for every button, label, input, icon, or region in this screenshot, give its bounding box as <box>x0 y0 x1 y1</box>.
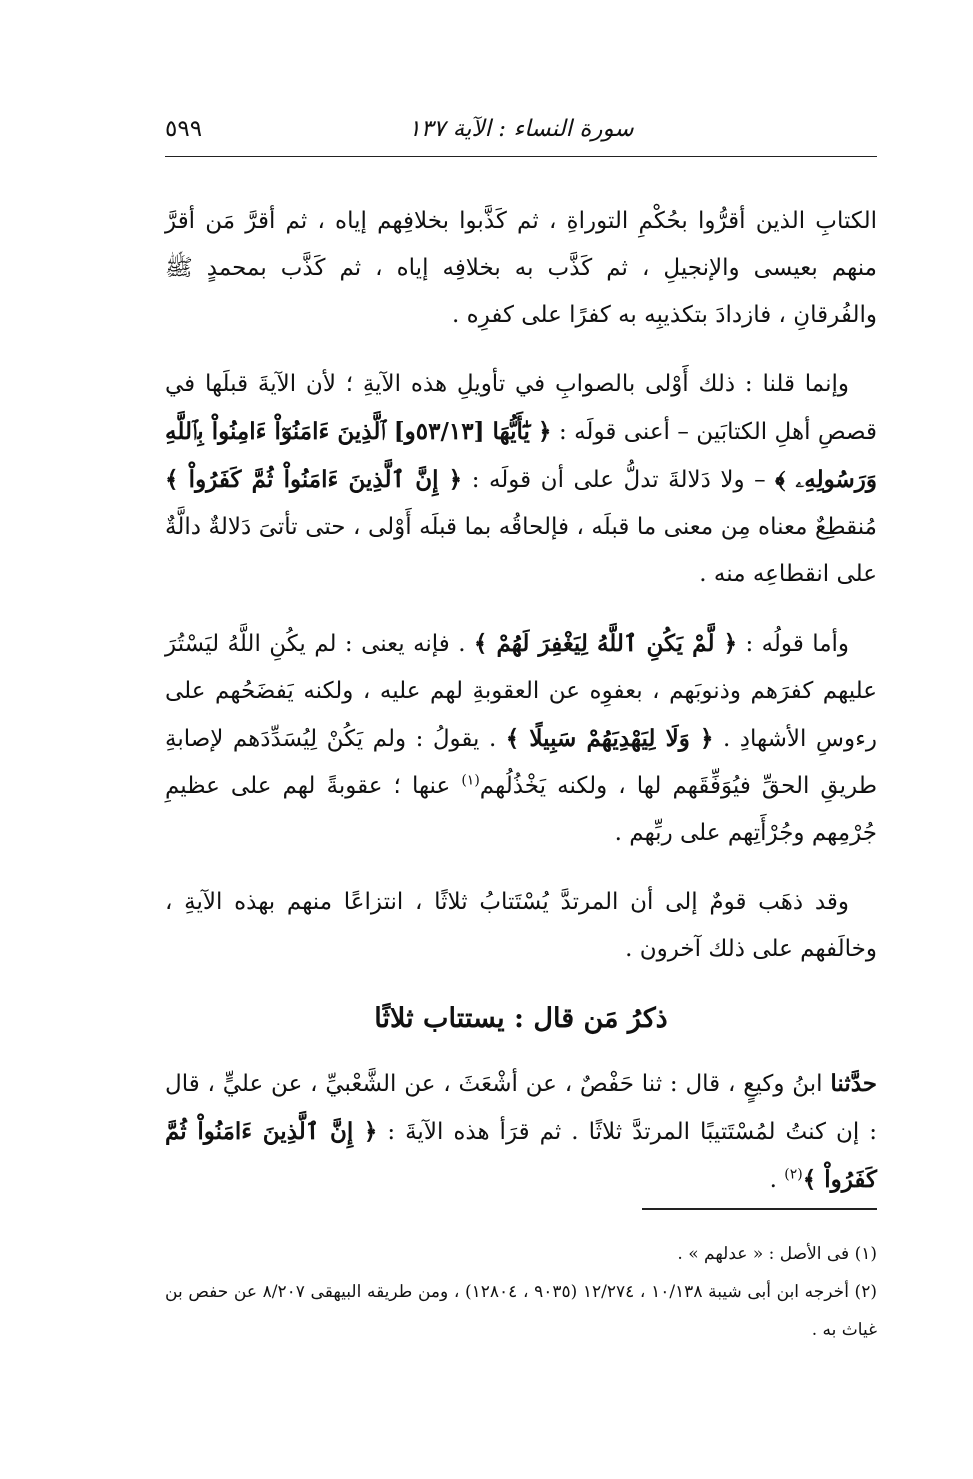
paragraph-3-text-d: عنها ؛ عقوبةً لهم على عظيمِ جُرْمِهم وجُرْأَتِهم على ربِّهم . <box>165 773 877 846</box>
footnote-2: (٢) أخرجه ابن أبى شيبة ١٠/١٣٨ ، ١٢/٢٧٤ (٩٠٣٥ ، ١٢٨٠٤) ، ومن طريقه البيهقى ٨/٢٠٧ عن حفص بن غياث به . <box>165 1282 877 1340</box>
paragraph-3-text-c: . يقولُ : ولم يَكُنْ لِيُسَدِّدَهم لإصابةِ طريقِ الحقِّ فيُوَفِّقَهم لها ، ولكنه يَخْذُلُهم <box>165 726 878 799</box>
main-text <box>165 198 877 1226</box>
paragraph-2 <box>165 361 877 598</box>
book-page <box>165 110 877 1450</box>
quran-quote: ﴿ وَلَا لِيَهْدِيَهُمْ سَبِيلًا ﴾ <box>505 725 714 752</box>
footnote-reference[interactable]: (١) <box>461 772 480 789</box>
paragraph-4: وقد ذهَب قومٌ إلى أن المرتدَّ يُسْتَتابُ ثلاثًا ، انتزاعًا منهم بهذه الآيةِ ، وخالَفهم على ذلك آخرون . <box>165 889 877 962</box>
header-rule <box>165 156 877 157</box>
paragraph-3-text-a: وأما قولُه : <box>745 631 850 657</box>
paragraph-3 <box>165 620 877 857</box>
running-title: سورة النساء : الآية ١٣٧ <box>408 116 634 142</box>
quran-quote: ﴿ لَّمْ يَكُنِ ٱللَّهُ لِيَغْفِرَ لَهُمْ ﴾ <box>473 630 738 657</box>
paragraph-1: الكتابِ الذين أقرُّوا بحُكْمِ التوراةِ ، ثم كَذَّبوا بخلافِهم إياه ، ثم أقرَّ مَن أقرَّ منهم بعيسى والإنجيلِ ، ثم كَذَّب به بخلافِه إياه ، ثم كَذَّب بمحمدٍ ﷺ والفُرقانِ ، فازدادَ بتكذيبِه به كفرًا على كفرِه . <box>165 208 877 328</box>
paragraph-5-end: . <box>769 1167 777 1193</box>
footnotes <box>165 1235 877 1349</box>
page-number: ٥٩٩ <box>165 116 203 142</box>
page-header <box>165 110 877 150</box>
footnote-1: (١) فى الأصل : « عدلهم » . <box>677 1244 877 1264</box>
paragraph-2-text-a: وإنما قلنا : ذلك أَوْلى بالصوابِ في تأويلِ هذه الآيةِ ؛ لأن الآيةَ قبلَها في قصصِ أهلِ الكتابَين – أعنى قولَه : <box>165 371 878 445</box>
quran-quote: ﴿ إِنَّ ٱلَّذِينَ ءَامَنُواْ ثُمَّ كَفَرُواْ ﴾ <box>165 466 463 493</box>
quran-quote: ﴿ يَٰٓأَيُّهَا [٥٣/١٣و] ٱلَّذِينَ ءَامَنُوٓاْ ءَامِنُواْ بِٱللَّهِ وَرَسُولِهِۦ ﴾ <box>165 418 877 493</box>
quran-quote: ﴿ إِنَّ ٱلَّذِينَ ءَامَنُواْ ثُمَّ كَفَرُواْ ﴾ <box>165 1118 877 1193</box>
footnote-rule <box>642 1208 877 1210</box>
paragraph-2-text-c: مُنقطِعٌ معناه مِن معنى ما قبلَه ، فإلحاقُه بما قبلَه أَوْلى ، حتى تأتىَ دَلالةٌ دالَّةٌ على انقطاعِه منه . <box>165 514 877 587</box>
section-heading: ذكرُ مَن قال : يستتاب ثلاثًا <box>374 1003 668 1034</box>
paragraph-5 <box>165 1060 877 1204</box>
paragraph-3-text-b: . فإنه يعنى : لم يكُنِ اللَّهُ ليَسْتُرَ عليهم كفرَهم وذنوبَهم ، بعفوِه عن العقوبةِ لهم عليه ، ولكنه يَفضَحُهم على رءوسِ الأشهادِ . <box>165 631 878 752</box>
footnote-reference[interactable]: (٢) <box>784 1166 803 1183</box>
narration-lead: حدَّثنا <box>830 1070 878 1097</box>
paragraph-2-text-b: – ولا دَلالةَ تدلُّ على أن قولَه : <box>471 467 766 493</box>
paragraph-5-text: ابنُ وكيعٍ ، قال : ثنا حَفْصٌ ، عن أشْعَثَ ، عن الشَّعْبيِّ ، عن عليٍّ ، قال : إن كنتُ لمُسْتَتيبًا المرتدَّ ثلاثًا . ثم قرَأ هذه الآيةَ : <box>165 1071 878 1145</box>
